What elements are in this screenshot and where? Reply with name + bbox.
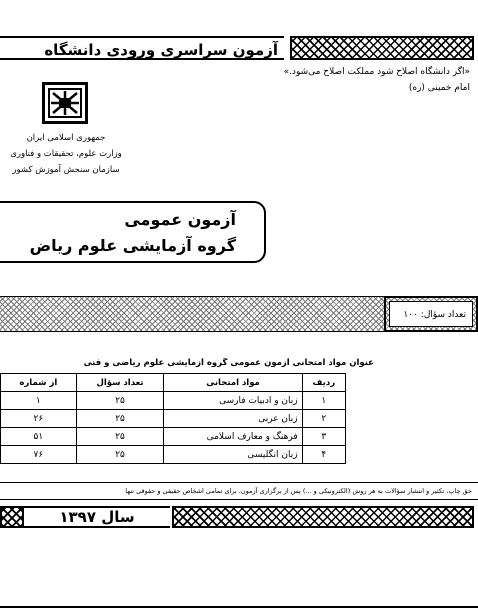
decorative-band xyxy=(0,296,384,332)
organization-block xyxy=(0,130,132,178)
table-row xyxy=(1,428,346,446)
subjects-table-caption: عنوان مواد امتحانی آزمون عمومی گروه آزمایشی علوم ریاضی و فنی xyxy=(83,358,374,368)
org-agency: سازمان سنجش آموزش کشور xyxy=(12,165,120,175)
subject-name: زبان و ادبیات فارسی xyxy=(164,392,302,410)
subject-name: فرهنگ و معارف اسلامی xyxy=(164,428,302,446)
header-ornament xyxy=(290,36,474,60)
subject-from: ۷۶ xyxy=(1,446,77,464)
header-question-count: تعداد سؤال xyxy=(76,374,164,392)
table-row xyxy=(1,410,346,428)
emblem-icon xyxy=(42,82,88,124)
subject-count: ۲۵ xyxy=(76,410,164,428)
quote-author: امام خمینی (ره) xyxy=(408,83,470,93)
exam-title-box xyxy=(0,201,266,263)
row-number: ۳ xyxy=(302,428,345,446)
org-ministry: وزارت علوم، تحقیقات و فناوری xyxy=(10,149,122,159)
subject-name: زبان انگلیسی xyxy=(164,446,302,464)
row-number: ۱ xyxy=(302,392,345,410)
header-row-number: ردیف xyxy=(302,374,345,392)
header-subject: مواد امتحانی xyxy=(164,374,302,392)
subject-count: ۲۵ xyxy=(76,392,164,410)
question-count-box xyxy=(384,296,478,332)
subject-from: ۱ xyxy=(1,392,77,410)
exam-title: آزمون عمومی xyxy=(124,210,236,229)
subject-from: ۵۱ xyxy=(1,428,77,446)
header-from-number: از شماره xyxy=(1,374,77,392)
subject-count: ۲۵ xyxy=(76,428,164,446)
page-bottom-rule xyxy=(0,606,478,608)
table-row xyxy=(1,392,346,410)
row-number: ۴ xyxy=(302,446,345,464)
footer-ornament xyxy=(172,506,474,528)
subject-from: ۲۶ xyxy=(1,410,77,428)
question-count-label: تعداد سؤال: ۱۰۰ xyxy=(389,301,473,327)
footer-ornament-left xyxy=(0,506,24,528)
exam-header-title: آزمون سراسری ورودی دانشگاه xyxy=(0,36,284,60)
table-row xyxy=(1,446,346,464)
exam-group: گروه آزمایشی علوم ریاض xyxy=(29,236,236,255)
subject-name: زبان عربی xyxy=(164,410,302,428)
org-country: جمهوری اسلامی ایران xyxy=(26,133,106,143)
subject-count: ۲۵ xyxy=(76,446,164,464)
quote-text: «اگر دانشگاه اصلاح شود مملکت اصلاح می‌شود.» xyxy=(283,67,470,77)
exam-year: سال ۱۳۹۷ xyxy=(24,506,170,528)
row-number: ۲ xyxy=(302,410,345,428)
table-header-row xyxy=(1,374,346,392)
quote-block xyxy=(170,64,470,96)
subjects-table xyxy=(0,373,346,464)
copyright-notice: حق چاپ، تکثیر و انتشار سؤالات به هر روش (الکترونیکی و ...) پس از برگزاری آزمون، برای تمامی اشخاص حقیقی و حقوقی تنها xyxy=(0,482,478,500)
